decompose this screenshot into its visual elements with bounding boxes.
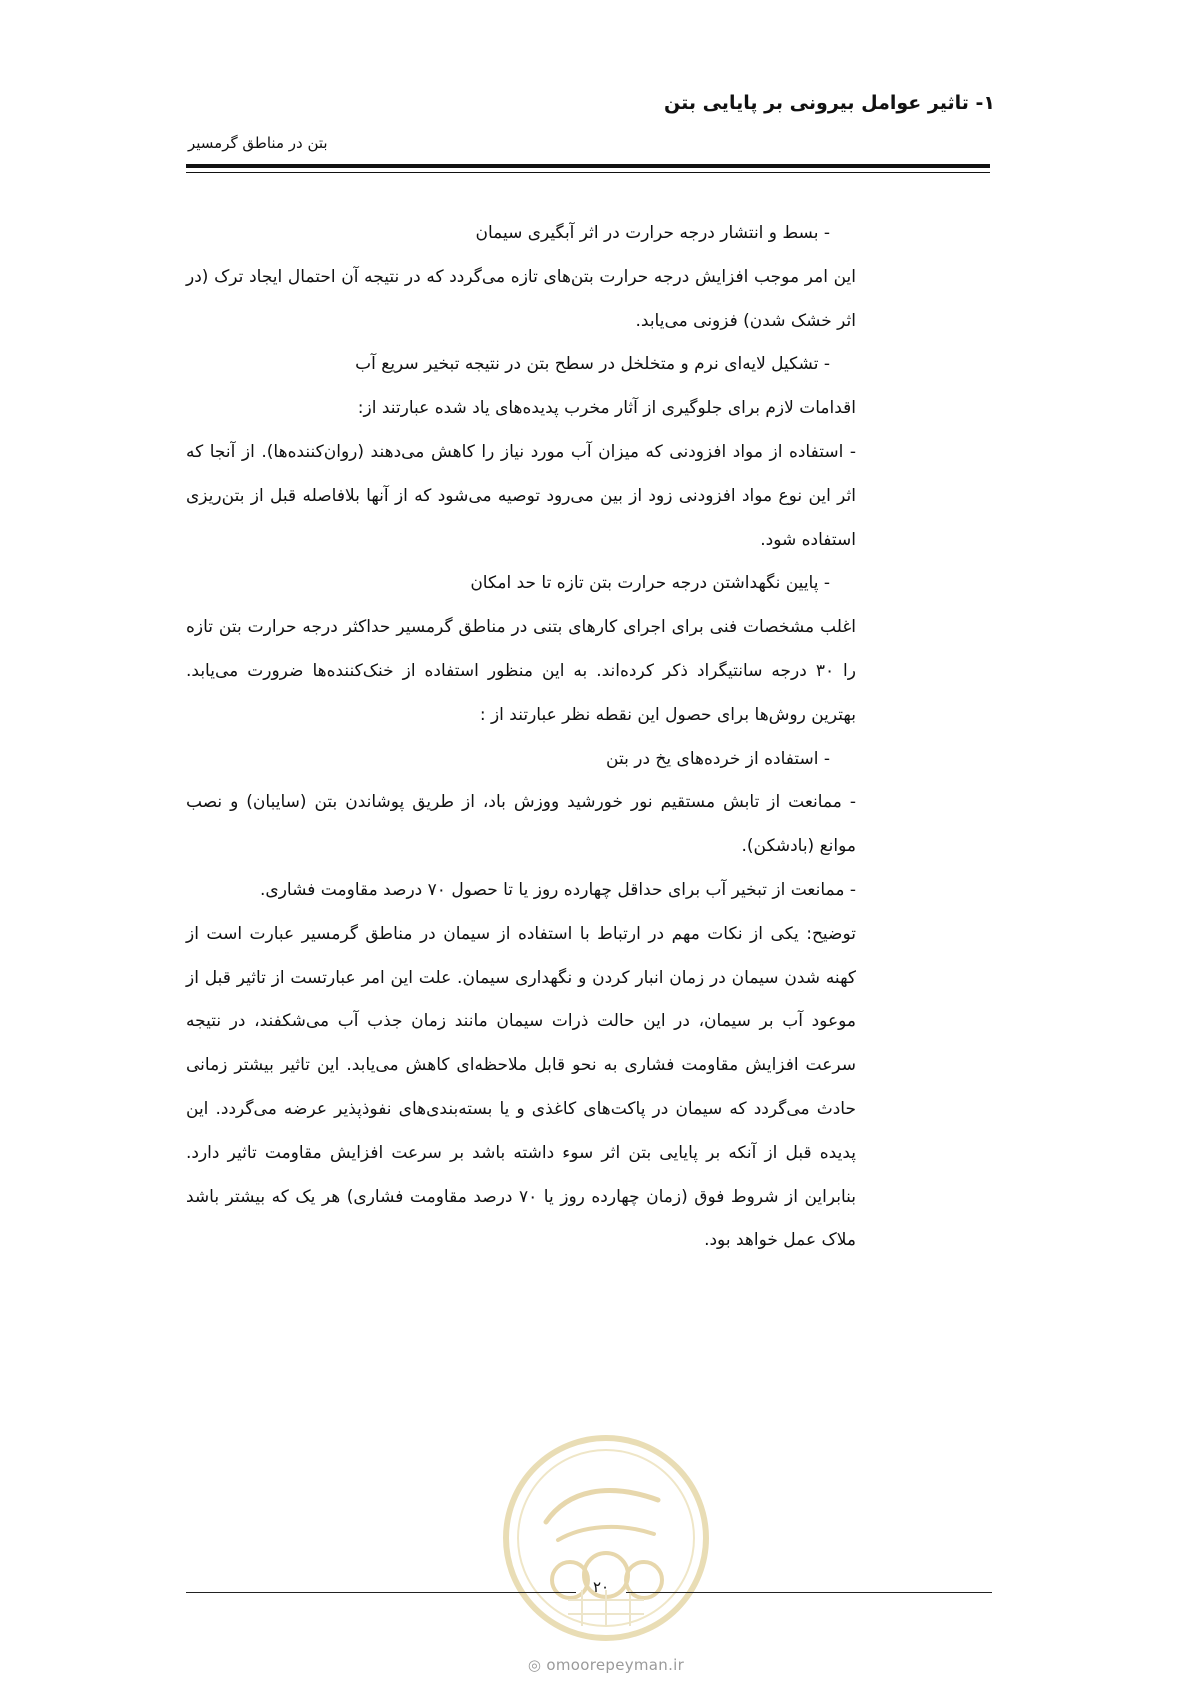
paragraph: - ممانعت از تبخیر آب برای حداقل چهارده روز یا تا حصول ۷۰ درصد مقاومت فشاری. [260,879,856,900]
header-rule-thin [186,172,990,173]
paragraph: - ممانعت از تابش مستقیم نور خورشید ووزش باد، از طریق پوشاندن بتن (سایبان) و نصب موانع (بادشکن). [186,792,856,857]
page-number: ۲۰ [592,1578,610,1596]
paragraph: این امر موجب افزایش درجه حرارت بتن‌های تازه می‌گردد که در نتیجه آن احتمال ایجاد ترک (در اثر خشک شدن) فزونی می‌یابد. [186,266,856,331]
site-watermark-icon: ◎ [527,1656,542,1674]
site-watermark [496,1656,716,1674]
paragraph: - استفاده از خرده‌های یخ در بتن [606,748,830,769]
header-rule-thick [186,164,990,168]
paragraph: - استفاده از مواد افزودنی که میزان آب مورد نیاز را کاهش می‌دهند (روان‌کننده‌ها). از آنجا که اثر این نوع مواد افزودنی زود از بین می‌رود توصیه می‌شود که از آنها بلافاصله قبل از بتن‌ریزی استفاده شود. [186,441,856,550]
chapter-title: ۱- تاثیر عوامل بیرونی بر پایایی بتن [663,92,995,114]
watermark-seal-icon [498,1430,714,1646]
paragraph: - پایین نگهداشتن درجه حرارت بتن تازه تا حد امکان [470,573,830,594]
running-title: بتن در مناطق گرمسیر [188,134,328,152]
body-text [186,212,856,1263]
paragraph: اقدامات لازم برای جلوگیری از آثار مخرب پدیده‌های یاد شده عبارتند از: [357,398,856,419]
footer-rule-left [186,1592,576,1593]
site-watermark-text: omoorepeyman.ir [546,1656,685,1674]
paragraph: - بسط و انتشار درجه حرارت در اثر آبگیری سیمان [475,223,830,243]
paragraph: اغلب مشخصات فنی برای اجرای کارهای بتنی در مناطق گرمسیر حداکثر درجه حرارت بتن تازه را ۳۰ درجه سانتیگراد ذکر کرده‌اند. به این منظور استفاده از خنک‌کننده‌ها ضرورت می‌یابد. بهترین روش‌ها برای حصول این نقطه نظر عبارتند از : [186,617,856,725]
paragraph: - تشکیل لایه‌ای نرم و متخلخل در سطح بتن در نتیجه تبخیر سریع آب [355,354,830,375]
paragraph: توضیح: یکی از نکات مهم در ارتباط با استفاده از سیمان در مناطق گرمسیر عبارت است از کهنه شدن سیمان در زمان انبار کردن و نگهداری سیمان. علت این امر عبارتست از تاثیر قبل از موعود آب بر سیمان، در این حالت ذرات سیمان مانند زمان جذب آب می‌شکفند، در نتیجه سرعت افزایش مقاومت فشاری به نحو قابل ملاحظه‌ای کاهش می‌یابد. این تاثیر بیشتر زمانی حادث می‌گردد که سیمان در پاکت‌های کاغذی و یا بسته‌بندی‌های نفوذپذیر عرضه می‌گردد. این پدیده قبل از آنکه بر پایایی بتن اثر سوء داشته باشد بر سرعت افزایش مقاومت تاثیر دارد. بنابراین از شروط فوق (زمان چهارده روز یا ۷۰ درصد مقاومت فشاری) هر یک که بیشتر باشد ملاک عمل خواهد بود. [186,923,856,1251]
footer-rule-right [626,1592,992,1593]
